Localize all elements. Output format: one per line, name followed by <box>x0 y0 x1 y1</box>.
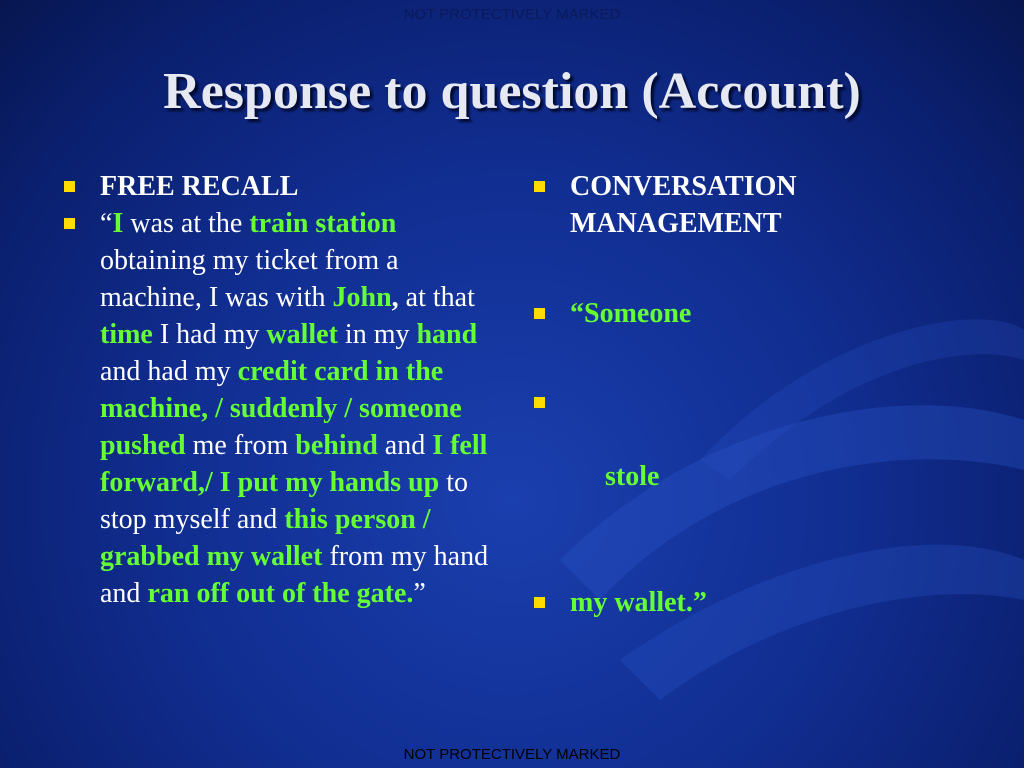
left-column <box>62 168 507 612</box>
highlighted-phrase: ran off out of the gate. <box>147 578 414 609</box>
cm-item-label: “Someone <box>570 298 692 329</box>
highlighted-phrase: I fell forward,/ I put my hands up <box>100 430 488 498</box>
conversation-management-heading <box>532 168 912 242</box>
highlighted-phrase: hand <box>416 319 478 350</box>
highlighted-phrase: behind <box>295 430 378 461</box>
account-phrase: at that <box>398 282 475 313</box>
highlighted-phrase: John <box>332 282 392 313</box>
account-phrase: me from <box>185 430 296 461</box>
highlighted-phrase: I <box>112 208 124 239</box>
bullet-icon <box>534 308 545 319</box>
highlighted-phrase: credit card in the machine, / suddenly / someone pushed <box>100 356 462 461</box>
cm-item-stole <box>532 384 912 532</box>
conversation-management-label: CONVERSATION MANAGEMENT <box>570 171 797 239</box>
account-phrase: to stop myself and <box>100 467 468 535</box>
right-column <box>532 168 912 673</box>
account-phrase: and had my <box>100 356 238 387</box>
free-recall-label: FREE RECALL <box>100 171 299 202</box>
account-phrase: from my hand and <box>100 541 489 609</box>
account-phrase: and <box>377 430 433 461</box>
cm-item-label: my wallet.” <box>570 587 707 618</box>
highlighted-phrase: this person / grabbed my wallet <box>100 504 431 572</box>
account-phrase: was at the <box>123 208 250 239</box>
cm-item-wallet <box>532 584 912 621</box>
bullet-icon <box>534 597 545 608</box>
account-phrase: obtaining my ticket from a machine, I was with <box>100 245 399 313</box>
slide-title: Response to question (Account) <box>163 63 861 120</box>
account-paragraph <box>62 205 507 612</box>
highlighted-phrase: wallet <box>266 319 338 350</box>
account-phrase: “ <box>100 208 113 239</box>
protective-marking-top: NOT PROTECTIVELY MARKED <box>403 6 621 23</box>
bullet-icon <box>534 181 545 192</box>
account-phrase: in my <box>337 319 417 350</box>
highlighted-phrase: train station <box>249 208 397 239</box>
bullet-icon <box>64 218 75 229</box>
account-phrase: I had my <box>152 319 267 350</box>
highlighted-phrase: time <box>100 319 153 350</box>
bullet-icon <box>64 181 75 192</box>
cm-item-label: stole <box>598 461 660 492</box>
account-phrase: ” <box>413 578 426 609</box>
cm-item-someone <box>532 295 912 332</box>
protective-marking-bottom: NOT PROTECTIVELY MARKED <box>403 746 621 763</box>
account-text <box>100 208 488 609</box>
account-phrase: , <box>391 282 399 313</box>
free-recall-heading <box>62 168 507 205</box>
bullet-icon <box>534 397 545 408</box>
